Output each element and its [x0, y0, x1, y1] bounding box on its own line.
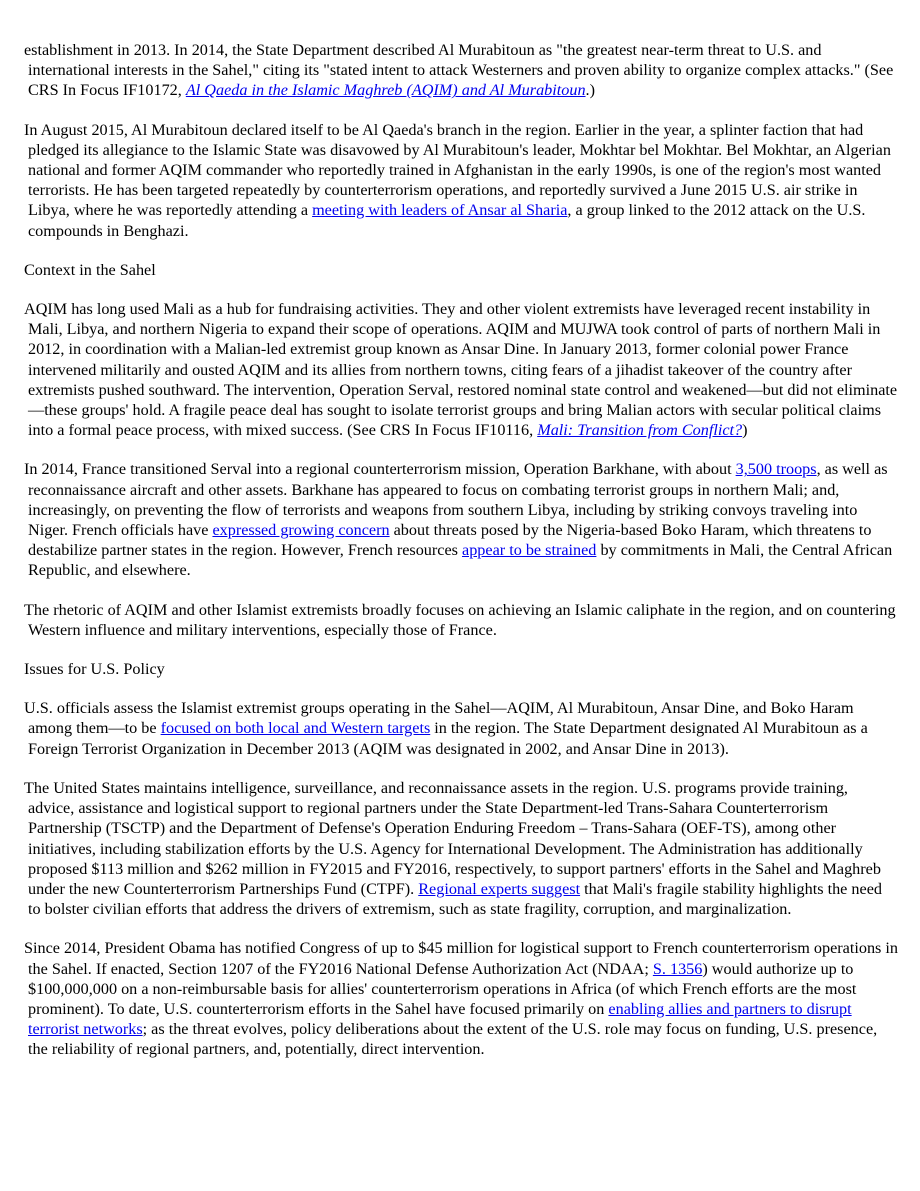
inline-link[interactable]: enabling allies and partners to disrupt terrorist networks [28, 999, 852, 1039]
body-paragraph [24, 698, 898, 759]
inline-link[interactable]: focused on both local and Western targets [160, 719, 431, 738]
text-run: The rhetoric of AQIM and other Islamist extremists broadly focuses on achieving an Islamic caliphate in the region, and on countering Western influence and military interventions, especially those of France. [24, 600, 896, 639]
inline-link[interactable]: S. 1356 [652, 959, 703, 978]
text-run: , a group linked to the 2012 attack on the U.S. compounds in Benghazi. [28, 201, 866, 240]
text-run: The United States maintains intelligence, surveillance, and reconnaissance assets in the region. U.S. programs provide training, advice, assistance and logistical support to regional partners under the State Department-led Trans-Sahara Counterterrorism Partnership (TSCTP) and the Department of Defense's Operation Enduring Freedom – Trans-Sahara (OEF-TS), among other initiatives, including stabilization efforts by the U.S. Agency for International Development. The Administration has additionally proposed $113 million and $262 million in FY2015 and FY2016, respectively, to support partners' efforts in the Sahel and Maghreb under the new Counterterrorism Partnerships Fund (CTPF). [24, 778, 881, 898]
body-paragraph [24, 120, 898, 241]
text-run: Since 2014, President Obama has notified Congress of up to $45 million for logistical support to French counterterrorism operations in the Sahel. If enacted, Section 1207 of the FY2016 National Defense Authorization Act (NDAA; [24, 939, 898, 978]
inline-link[interactable]: Mali: Transition from Conflict? [537, 421, 743, 440]
text-run: , as well as reconnaissance aircraft and other assets. Barkhane has appeared to focus on combating terrorist groups in northern Mali; and, increasingly, on preventing the flow of terrorists and weapons from southern Libya, including by striking convoys traveling into Niger. French officials have [28, 460, 888, 540]
inline-link[interactable]: expressed growing concern [212, 521, 390, 540]
text-run: establishment in 2013. In 2014, the State Department described Al Murabitoun as "the greatest near-term threat to U.S. and international interests in the Sahel," citing its "stated intent to attack Westerners and proven ability to organize complex attacks." (See CRS In Focus IF10172, [24, 41, 894, 100]
body-paragraph [24, 778, 898, 919]
body-paragraph [24, 459, 898, 580]
body-paragraph [24, 40, 898, 101]
body-paragraph [24, 299, 898, 440]
text-run: In August 2015, Al Murabitoun declared itself to be Al Qaeda's branch in the region. Earlier in the year, a splinter faction that had pledged its allegiance to the Islamic State was disavowed by Al Murabitoun's leader, Mokhtar bel Mokhtar. Bel Mokhtar, an Algerian national and former AQIM commander who reportedly trained in Afghanistan in the early 1990s, is one of the region's most wanted terrorists. He has been targeted repeatedly by counterterrorism operations, and reportedly survived a June 2015 U.S. air strike in Libya, where he was reportedly attending a [24, 120, 891, 220]
text-run: in the region. The State Department designated Al Murabitoun as a Foreign Terrorist Organization in December 2013 (AQIM was designated in 2002, and Ansar Dine in 2013). [28, 719, 868, 758]
inline-link[interactable]: Al Qaeda in the Islamic Maghreb (AQIM) and Al Murabitoun [185, 81, 586, 100]
text-run: ) would authorize up to $100,000,000 on a non-reimbursable basis for allies' counterterrorism operations in Africa (of which French efforts are the most prominent). To date, U.S. counterterrorism efforts in the Sahel have focused primarily on [28, 959, 857, 1018]
text-run: ) [742, 421, 748, 440]
section-heading [24, 260, 898, 280]
text-run: by commitments in Mali, the Central African Republic, and elsewhere. [28, 541, 893, 580]
inline-link[interactable]: Regional experts suggest [418, 879, 581, 898]
inline-link[interactable]: 3,500 troops [735, 460, 817, 479]
text-run: U.S. officials assess the Islamist extremist groups operating in the Sahel—AQIM, Al Murabitoun, Ansar Dine, and Boko Haram among them—to be [24, 699, 854, 738]
body-paragraph [24, 938, 898, 1059]
inline-link[interactable]: meeting with leaders of Ansar al Sharia [312, 201, 568, 220]
document-body [24, 40, 898, 1060]
body-paragraph [24, 600, 898, 640]
text-run: about threats posed by the Nigeria-based Boko Haram, which threatens to destabilize partner states in the region. However, French resources [28, 521, 872, 560]
text-run: Issues for U.S. Policy [24, 660, 165, 679]
text-run: that Mali's fragile stability highlights the need to bolster civilian efforts that address the drivers of extremism, such as state fragility, corruption, and marginalization. [28, 879, 882, 919]
section-heading [24, 659, 898, 679]
text-run: In 2014, France transitioned Serval into a regional counterterrorism mission, Operation Barkhane, with about [24, 460, 736, 479]
text-run: AQIM has long used Mali as a hub for fundraising activities. They and other violent extremists have leveraged recent instability in Mali, Libya, and northern Nigeria to expand their scope of operations. AQIM and MUJWA took control of parts of northern Mali in 2012, in coordination with a Malian-led extremist group known as Ansar Dine. In January 2013, former colonial power France intervened militarily and ousted AQIM and its allies from northern towns, citing fears of a jihadist takeover of the country after extremists pushed southward. The intervention, Operation Serval, restored nominal state control and weakened—but did not eliminate—these groups' hold. A fragile peace deal has sought to isolate terrorist groups and bring Malian actors with secular political claims into a formal peace process, with mixed success. (See CRS In Focus IF10116, [24, 300, 898, 440]
text-run: ; as the threat evolves, policy deliberations about the extent of the U.S. role may focus on funding, U.S. presence, the reliability of regional partners, and, potentially, direct intervention. [28, 1020, 878, 1059]
inline-link[interactable]: appear to be strained [462, 541, 597, 560]
text-run: Context in the Sahel [24, 260, 156, 279]
text-run: .) [585, 81, 595, 100]
